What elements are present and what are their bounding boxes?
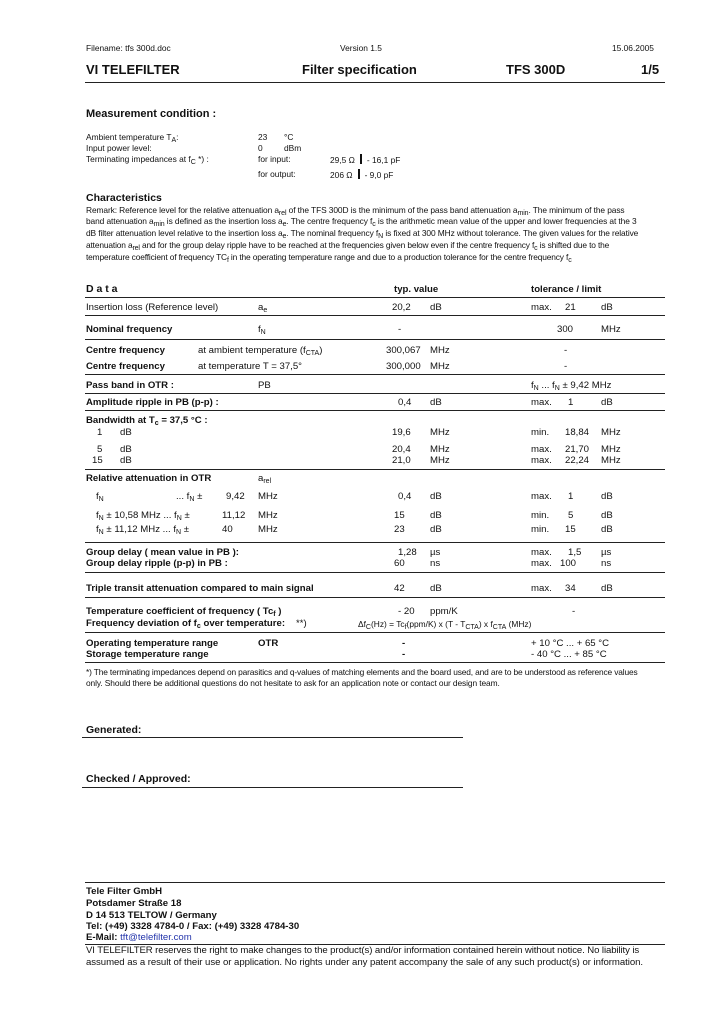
output-label: for output: [258, 169, 296, 179]
tolerance-heading: tolerance / limit [531, 284, 602, 295]
data-divider-top [85, 297, 665, 298]
divider [85, 339, 665, 340]
temp-coefficient-label: Temperature coefficient of frequency ( $Tc_f$ ) [86, 606, 282, 618]
storage-temp-limit: - 40 °C ... + 85 °C [531, 649, 607, 660]
divider [85, 393, 665, 394]
filename: Filename: tfs 300d.doc [86, 43, 171, 53]
input-label: for input: [258, 154, 291, 164]
pass-band-symbol: PB [258, 380, 271, 391]
amplitude-ripple-limit-unit: dB [601, 397, 613, 408]
group-delay-label: Group delay ( mean value in PB ): [86, 547, 239, 558]
frequency-deviation-label: Frequency deviation of $f_c$ over temperature: [86, 618, 286, 630]
remark-line-3: dB filter attenuation level relative to the insertion loss $a_e$. The nominal frequency $f_N$ is fixed at 300 MHz without tolerance. The given values for the relative [86, 228, 639, 240]
amplitude-ripple-label: Amplitude ripple in PB (p-p) : [86, 397, 219, 408]
group-delay-ripple-typ: 60 [394, 558, 405, 569]
rel-att-2-limit: 5 [568, 510, 574, 521]
generated-label: Generated: [86, 724, 142, 736]
bandwidth-5-limit: 21,70 [565, 444, 590, 455]
group-delay-ripple-limit: 100 [560, 558, 577, 569]
footer-phone-fax: Tel: (+49) 3328 4784-0 / Fax: (+49) 3328 4784-30 [86, 921, 300, 932]
output-impedance: 206 Ω - 9,0 pF [330, 170, 394, 180]
rel-att-3-range: $f_N \pm 11,12$ MHz ... $f_N$ ± [96, 524, 190, 536]
page-number: 1/5 [641, 62, 660, 77]
group-delay-ripple-limit-unit: ns [601, 558, 612, 569]
rel-att-1-unit: dB [430, 491, 442, 502]
disclaimer-line-1: VI TELEFILTER reserves the right to make changes to the product(s) and/or information contained herein without notice. No liability is [86, 945, 640, 956]
part-number: TFS 300D [506, 62, 566, 77]
rel-att-3-freq-unit: MHz [258, 524, 278, 535]
triple-transit-unit: dB [430, 583, 442, 594]
remark-line-5: temperature coefficient of frequency $TC_f$ in the operating temperature range and due to a production tolerance for the centre frequency $f_c$ [86, 252, 572, 264]
insertion-loss-typ: 20,2 [392, 302, 411, 313]
bandwidth-5-level: 5 [97, 444, 103, 455]
footer-divider [85, 882, 665, 883]
centre-frequency-2-condition: at temperature T = 37,5° [198, 361, 303, 372]
rel-att-2-range: $f_N \pm 10,58$ MHz ... $f_N$ ± [96, 510, 190, 522]
nominal-frequency-typ: - [398, 324, 402, 335]
rel-att-2-limit-unit: dB [601, 510, 613, 521]
group-delay-ripple-label: Group delay ripple (p-p) in PB : [86, 558, 228, 569]
bandwidth-15-level-unit: dB [120, 455, 132, 466]
bandwidth-1-level-unit: dB [120, 427, 132, 438]
rel-att-1-to: ... $f_N$ ± [176, 491, 203, 503]
bandwidth-15-limit-unit: MHz [601, 455, 621, 466]
insertion-loss-limit-type: max. [531, 302, 552, 313]
footer-email [86, 932, 192, 943]
bandwidth-15-typ: 21,0 [392, 455, 411, 466]
divider [85, 632, 665, 633]
pass-band-label: Pass band in OTR : [86, 380, 174, 391]
divider [85, 374, 665, 375]
generated-signature-line [82, 737, 463, 738]
nominal-frequency-limit-unit: MHz [601, 324, 621, 335]
ambient-temp-unit: °C [284, 132, 294, 142]
rel-att-1-from: $f_N$ [96, 491, 104, 503]
remark-line-1: Remark: Reference level for the relative attenuation $a_{rel}$ of the TFS 300D is the minimum of the pass band attenuation $a_{min}$. The minimum of the pass [86, 205, 625, 217]
footer-company: Tele Filter GmbH [86, 886, 163, 897]
divider [85, 572, 665, 573]
bandwidth-label: Bandwidth at $T_c = 37,5$ °C : [86, 415, 208, 427]
ambient-temp-label: Ambient temperature $T_A$: [86, 132, 179, 144]
triple-transit-label: Triple transit attenuation compared to main signal [86, 583, 314, 594]
bandwidth-1-limit-unit: MHz [601, 427, 621, 438]
insertion-loss-limit: 21 [565, 302, 576, 313]
bandwidth-5-level-unit: dB [120, 444, 132, 455]
rel-att-1-limit-type: max. [531, 491, 552, 502]
bandwidth-5-unit: MHz [430, 444, 450, 455]
input-power-unit: dBm [284, 143, 302, 153]
divider [85, 662, 665, 663]
storage-temp-typ: - [402, 649, 406, 660]
ambient-temp-value: 23 [258, 132, 268, 142]
nominal-frequency-limit: 300 [557, 324, 574, 335]
rel-att-3-freq: 40 [222, 524, 233, 535]
version: Version 1.5 [340, 43, 382, 53]
storage-temp-label: Storage temperature range [86, 649, 209, 660]
frequency-deviation-formula: $\Delta f_C(Hz) = Tc_f(ppm/K)$ x $(T - T_{CTA})$ x $f_{CTA}$ (MHz) [358, 619, 532, 631]
rel-att-2-limit-type: min. [531, 510, 550, 521]
operating-temp-typ: - [402, 638, 406, 649]
triple-transit-limit-type: max. [531, 583, 552, 594]
document-title: Filter specification [302, 62, 417, 77]
bandwidth-15-level: 15 [92, 455, 103, 466]
operating-temp-symbol: OTR [258, 638, 279, 649]
group-delay-limit-unit: µs [601, 547, 612, 558]
footer-city: D 14 513 TELTOW / Germany [86, 910, 217, 921]
amplitude-ripple-limit-type: max. [531, 397, 552, 408]
divider [85, 469, 665, 470]
rel-att-1-freq: 9,42 [226, 491, 245, 502]
centre-frequency-label: Centre frequency [86, 345, 165, 356]
rel-att-2-freq: 11,12 [222, 510, 246, 521]
amplitude-ripple-limit: 1 [568, 397, 574, 408]
input-power-value: 0 [258, 143, 263, 153]
group-delay-ripple-unit: ns [430, 558, 441, 569]
operating-temp-limit: + 10 °C ... + 65 °C [531, 638, 610, 649]
rel-att-1-typ: 0,4 [398, 491, 412, 502]
input-impedance: 29,5 Ω - 16,1 pF [330, 155, 401, 165]
temp-coefficient-unit: ppm/K [430, 606, 458, 617]
rel-att-2-typ: 15 [394, 510, 405, 521]
data-heading: D a t a [86, 283, 118, 295]
footnote-line-2: only. Should there be additional questions do not hesitate to ask for an application note or contact our design team. [86, 678, 500, 688]
insertion-loss-unit: dB [430, 302, 442, 313]
remark-line-2: band attenuation $a_{min}$ is defined as the insertion loss $a_e$. The centre frequency $f_c$ is the arithmetic mean value of the upper and lower frequencies at the 3 [86, 216, 637, 228]
bandwidth-15-limit-type: max. [531, 455, 552, 466]
relative-attenuation-label: Relative attenuation in OTR [86, 473, 212, 484]
group-delay-limit: 1,5 [568, 547, 582, 558]
terminating-impedance-label: Terminating impedances at $f_C$ *) : [86, 154, 209, 166]
rel-att-2-unit: dB [430, 510, 442, 521]
centre-frequency-condition: at ambient temperature $(f_{CTA})$ [198, 345, 323, 357]
measurement-title: Measurement condition : [86, 108, 217, 120]
amplitude-ripple-typ: 0,4 [398, 397, 412, 408]
bandwidth-5-limit-type: max. [531, 444, 552, 455]
temp-coefficient-typ: - 20 [398, 606, 415, 617]
rel-att-3-typ: 23 [394, 524, 405, 535]
insertion-loss-limit-unit: dB [601, 302, 613, 313]
centre-frequency-2-unit: MHz [430, 361, 450, 372]
rel-att-3-unit: dB [430, 524, 442, 535]
bandwidth-1-typ: 19,6 [392, 427, 411, 438]
disclaimer-line-2: assumed as a result of their use or application. No rights under any patent accompany the sale of any such product(s) or information. [86, 957, 644, 968]
approved-signature-line [82, 787, 463, 788]
pass-band-limit: $f_N$ ... $f_N \pm 9,42$ MHz [531, 380, 612, 392]
footnote-line-1: *) The terminating impedances depend on parasitics and q-values of matching elements and the board used, and are to be understood as reference values [86, 667, 638, 677]
input-power-label: Input power level: [86, 143, 152, 153]
centre-frequency-typ: 300,067 [386, 345, 421, 356]
amplitude-ripple-unit: dB [430, 397, 442, 408]
company-name: VI TELEFILTER [86, 62, 180, 77]
insertion-loss-symbol: $a_e$ [258, 302, 268, 314]
centre-frequency-2-label: Centre frequency [86, 361, 165, 372]
email-link[interactable]: tft@telefilter.com [120, 932, 192, 943]
typ-value-heading: typ. value [394, 284, 439, 295]
divider [85, 597, 665, 598]
centre-frequency-2-limit: - [564, 361, 568, 372]
group-delay-limit-type: max. [531, 547, 552, 558]
divider [85, 542, 665, 543]
relative-attenuation-symbol: $a_{rel}$ [258, 473, 272, 485]
operating-temp-label: Operating temperature range [86, 638, 219, 649]
group-delay-unit: µs [430, 547, 441, 558]
bandwidth-1-limit: 18,84 [565, 427, 590, 438]
bandwidth-15-limit: 22,24 [565, 455, 590, 466]
centre-frequency-unit: MHz [430, 345, 450, 356]
centre-frequency-2-typ: 300,000 [386, 361, 421, 372]
date: 15.06.2005 [612, 43, 654, 53]
bandwidth-1-level: 1 [97, 427, 103, 438]
triple-transit-limit: 34 [565, 583, 576, 594]
header-divider [85, 82, 665, 83]
footer-street: Potsdamer Straße 18 [86, 898, 182, 909]
rel-att-3-limit-unit: dB [601, 524, 613, 535]
triple-transit-limit-unit: dB [601, 583, 613, 594]
approved-label: Checked / Approved: [86, 773, 191, 785]
rel-att-2-freq-unit: MHz [258, 510, 278, 521]
rel-att-3-limit: 15 [565, 524, 576, 535]
group-delay-ripple-limit-type: max. [531, 558, 552, 569]
centre-frequency-limit: - [564, 345, 568, 356]
rel-att-3-limit-type: min. [531, 524, 550, 535]
nominal-frequency-symbol: $f_N$ [258, 324, 266, 336]
rel-att-1-freq-unit: MHz [258, 491, 278, 502]
insertion-loss-label: Insertion loss (Reference level) [86, 302, 219, 313]
nominal-frequency-label: Nominal frequency [86, 324, 173, 335]
temp-coefficient-limit: - [572, 606, 576, 617]
bandwidth-1-limit-type: min. [531, 427, 550, 438]
rel-att-1-limit: 1 [568, 491, 574, 502]
rel-att-1-limit-unit: dB [601, 491, 613, 502]
characteristics-title: Characteristics [86, 192, 162, 204]
bandwidth-1-unit: MHz [430, 427, 450, 438]
bandwidth-15-unit: MHz [430, 455, 450, 466]
bandwidth-5-limit-unit: MHz [601, 444, 621, 455]
triple-transit-typ: 42 [394, 583, 405, 594]
divider [85, 315, 665, 316]
email-label: E-Mail: [86, 932, 118, 943]
frequency-deviation-note-mark: **) [296, 618, 307, 629]
remark-line-4: attenuation $a_{rel}$ and for the group delay ripple have to be reached at the frequencies given below even if the centre frequency $f_c$ is shifted due to the [86, 240, 610, 252]
group-delay-typ: 1,28 [398, 547, 417, 558]
divider [85, 410, 665, 411]
bandwidth-5-typ: 20,4 [392, 444, 411, 455]
